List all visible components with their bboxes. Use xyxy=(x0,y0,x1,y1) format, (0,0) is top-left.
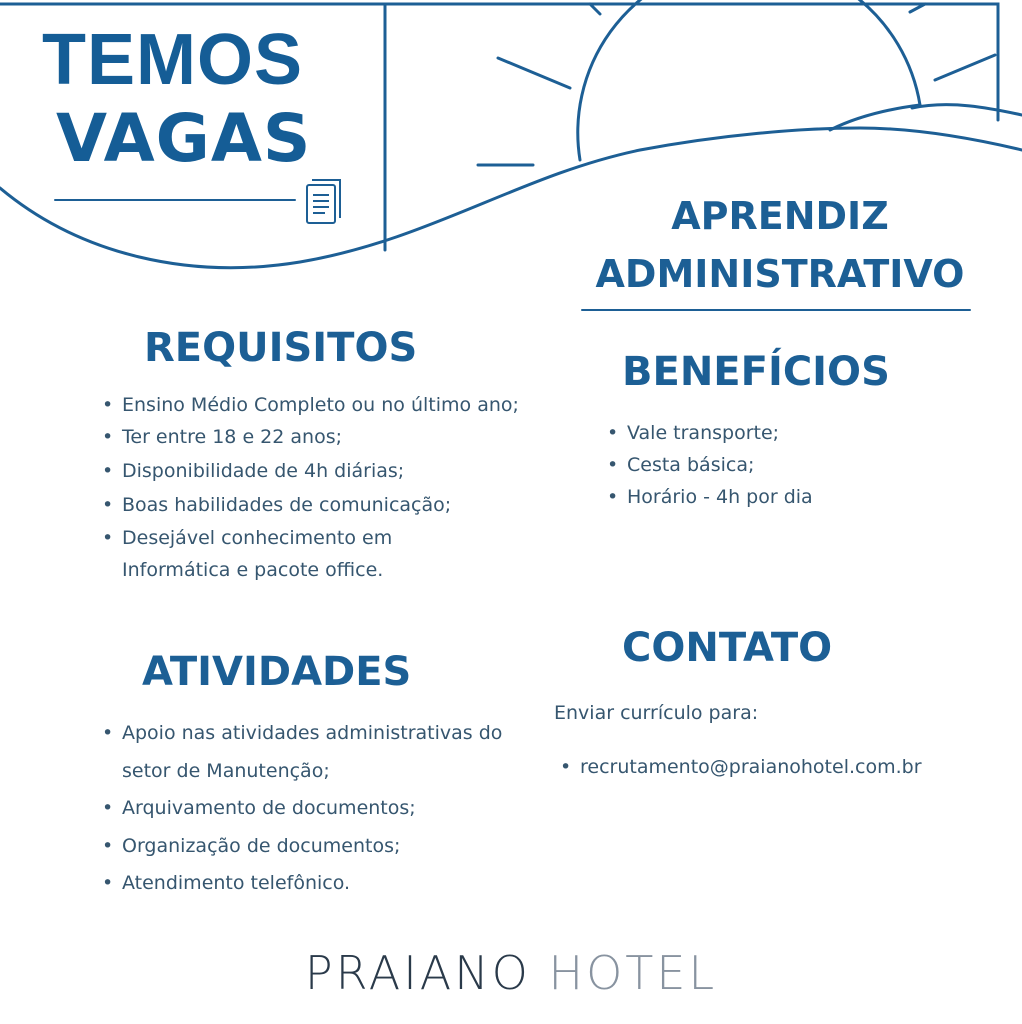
job-title-line2: ADMINISTRATIVO xyxy=(595,252,965,296)
brand-name-part2: HOTEL xyxy=(530,946,718,1000)
contato-title: CONTATO xyxy=(622,625,833,671)
list-item: • Organização de documentos; xyxy=(100,828,540,866)
list-item: • Apoio nas atividades administrativas do setor de Manutenção; xyxy=(100,715,532,790)
brand-name-part1: PRAIANO xyxy=(304,946,531,1000)
brand-logo xyxy=(0,946,1022,1000)
contato-list xyxy=(558,752,1018,782)
document-icon xyxy=(307,180,340,223)
headline-vagas: VAGAS xyxy=(56,100,312,177)
list-item: • Desejável conhecimento em Informática e pacote office. xyxy=(100,522,452,586)
list-item: • Ensino Médio Completo ou no último ano; xyxy=(100,390,540,420)
sun-icon xyxy=(578,0,920,160)
beneficios-list xyxy=(605,417,1005,513)
list-item: • Arquivamento de documentos; xyxy=(100,790,540,828)
atividades-title: ATIVIDADES xyxy=(142,649,412,695)
job-title-line1: APRENDIZ xyxy=(671,194,889,238)
list-item: • Cesta básica; xyxy=(605,449,1005,481)
list-item: • Vale transporte; xyxy=(605,417,1005,449)
atividades-list xyxy=(100,715,540,903)
requisitos-title: REQUISITOS xyxy=(144,325,418,371)
contact-email-link[interactable]: • recrutamento@praianohotel.com.br xyxy=(558,752,1018,782)
contato-lead: Enviar currículo para: xyxy=(554,702,759,724)
requisitos-list xyxy=(100,390,540,586)
list-item: • Boas habilidades de comunicação; xyxy=(100,488,540,522)
beneficios-title: BENEFÍCIOS xyxy=(622,349,890,395)
headline-temos: TEMOS xyxy=(42,20,304,100)
list-item: • Horário - 4h por dia xyxy=(605,481,1005,513)
list-item: • Atendimento telefônico. xyxy=(100,865,540,903)
list-item: • Ter entre 18 e 22 anos; xyxy=(100,420,540,454)
list-item: • Disponibilidade de 4h diárias; xyxy=(100,454,540,488)
